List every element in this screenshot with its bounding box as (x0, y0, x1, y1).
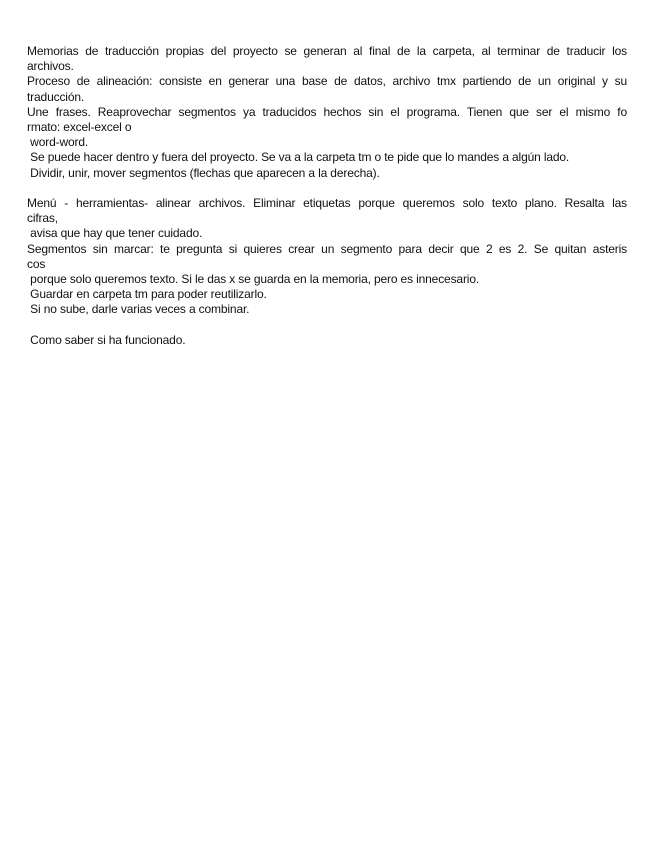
paragraph-memorias (27, 44, 627, 74)
text-line: archivos. (27, 59, 74, 74)
text-line: cifras, (27, 211, 58, 226)
text-line: traducción. (27, 89, 85, 104)
paragraph-segmentos (27, 242, 627, 288)
text-line: Une frases. Reaprovechar segmentos ya traducidos hechos sin el programa. Tienen que ser el mismo fo (27, 104, 627, 119)
paragraph-proyecto (27, 150, 627, 165)
text-line: Guardar en carpeta tm para poder reutilizarlo. (27, 287, 267, 302)
text-line: word-word. (27, 135, 89, 150)
text-line: avisa que hay que tener cuidado. (27, 226, 203, 241)
text-line: Memorias de traducción propias del proyecto se generan al final de la carpeta, al terminar de traducir los (27, 44, 627, 58)
text-line: rmato: excel-excel o (27, 120, 132, 135)
text-line: Menú - herramientas- alinear archivos. Eliminar etiquetas porque queremos solo texto plano. Resalta las (27, 196, 627, 211)
blank-line (27, 181, 627, 196)
blank-line (27, 318, 627, 333)
paragraph-guardar (27, 287, 627, 302)
text-line: Dividir, unir, mover segmentos (flechas que aparecen a la derecha). (27, 165, 380, 180)
text-line: Como saber si ha funcionado. (27, 332, 186, 347)
document-page (27, 44, 627, 348)
text-line: Si no sube, darle varias veces a combinar. (27, 302, 250, 317)
paragraph-une-frases (27, 105, 627, 151)
text-line: Proceso de alineación: consiste en generar una base de datos, archivo tmx partiendo de un original y su (27, 74, 627, 89)
text-line: cos (27, 256, 46, 271)
text-line: Segmentos sin marcar: te pregunta si quieres crear un segmento para decir que 2 es 2. Se quitan asteris (27, 241, 627, 256)
text-line: Se puede hacer dentro y fuera del proyecto. Se va a la carpeta tm o te pide que lo mandes a algún lado. (27, 150, 570, 165)
paragraph-menu (27, 196, 627, 242)
paragraph-como-saber (27, 333, 627, 348)
paragraph-alineacion (27, 74, 627, 104)
paragraph-dividir (27, 166, 627, 181)
paragraph-combinar (27, 302, 627, 317)
text-line: porque solo queremos texto. Si le das x se guarda en la memoria, pero es innecesario. (27, 272, 480, 287)
